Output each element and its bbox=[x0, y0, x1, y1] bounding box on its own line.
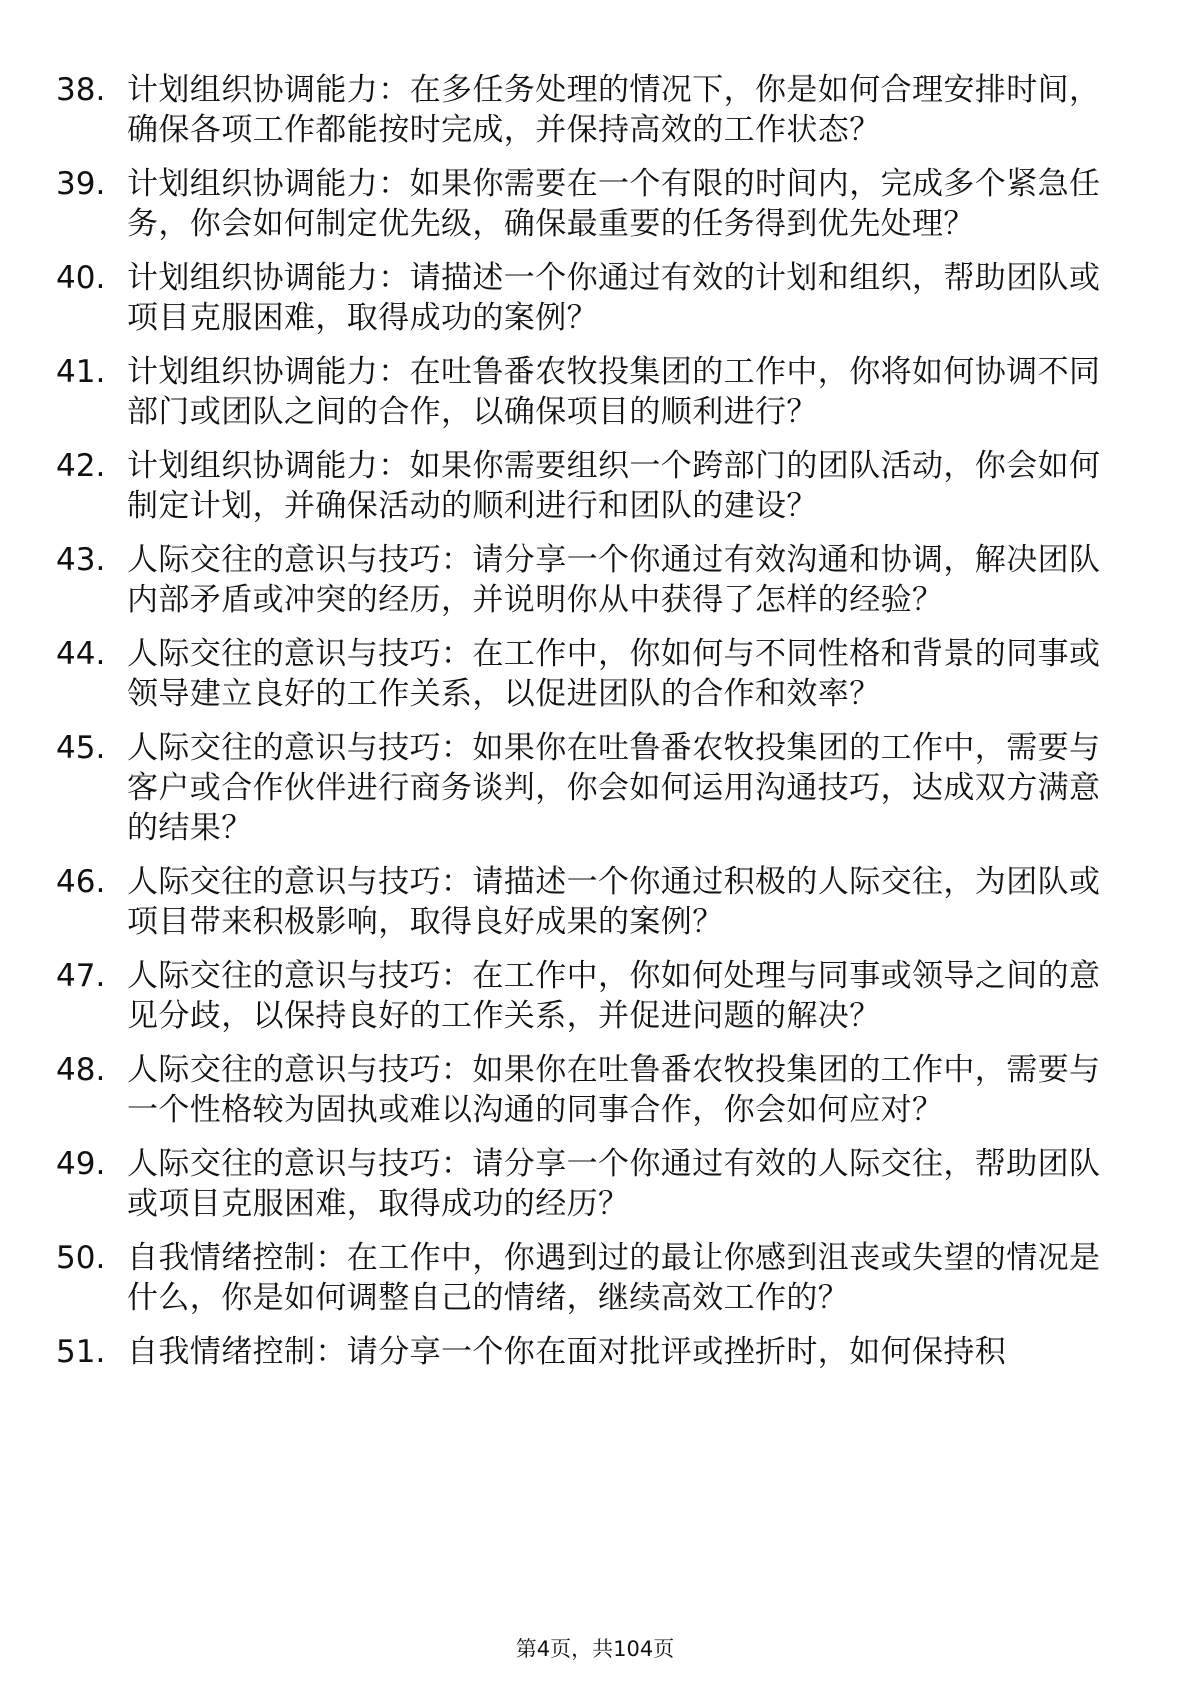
question-item bbox=[56, 352, 1116, 432]
question-text: 计划组织协调能力：如果你需要在一个有限的时间内，完成多个紧急任务，你会如何制定优先级，确保最重要的任务得到优先处理？ bbox=[127, 166, 1101, 242]
question-item bbox=[56, 446, 1116, 526]
question-text: 计划组织协调能力：请描述一个你通过有效的计划和组织，帮助团队或项目克服困难，取得成功的案例？ bbox=[127, 260, 1101, 336]
question-text: 自我情绪控制：请分享一个你在面对批评或挫折时，如何保持积 bbox=[127, 1334, 1007, 1370]
question-text: 计划组织协调能力：如果你需要组织一个跨部门的团队活动，你会如何制定计划，并确保活动的顺利进行和团队的建设？ bbox=[127, 448, 1101, 524]
question-text: 人际交往的意识与技巧：请分享一个你通过有效沟通和协调，解决团队内部矛盾或冲突的经历，并说明你从中获得了怎样的经验？ bbox=[127, 542, 1101, 618]
question-text: 人际交往的意识与技巧：在工作中，你如何与不同性格和背景的同事或领导建立良好的工作关系，以促进团队的合作和效率？ bbox=[127, 636, 1101, 712]
question-number: 45. bbox=[56, 730, 106, 766]
question-number: 47. bbox=[56, 958, 106, 994]
question-item bbox=[56, 634, 1116, 714]
question-text: 人际交往的意识与技巧：如果你在吐鲁番农牧投集团的工作中，需要与客户或合作伙伴进行商务谈判，你会如何运用沟通技巧，达成双方满意的结果？ bbox=[127, 730, 1101, 846]
question-number: 49. bbox=[56, 1146, 106, 1182]
question-number: 42. bbox=[56, 448, 106, 484]
question-item bbox=[56, 1144, 1116, 1224]
question-item bbox=[56, 70, 1116, 150]
question-number: 39. bbox=[56, 166, 106, 202]
question-number: 38. bbox=[56, 72, 106, 108]
question-item bbox=[56, 728, 1116, 848]
question-number: 51. bbox=[56, 1334, 106, 1370]
question-number: 46. bbox=[56, 864, 106, 900]
question-text: 人际交往的意识与技巧：请描述一个你通过积极的人际交往，为团队或项目带来积极影响，取得良好成果的案例？ bbox=[127, 864, 1101, 940]
question-item bbox=[56, 862, 1116, 942]
question-number: 48. bbox=[56, 1052, 106, 1088]
question-number: 50. bbox=[56, 1240, 106, 1276]
question-item bbox=[56, 258, 1116, 338]
question-item bbox=[56, 1238, 1116, 1318]
question-text: 人际交往的意识与技巧：在工作中，你如何处理与同事或领导之间的意见分歧，以保持良好的工作关系，并促进问题的解决？ bbox=[127, 958, 1101, 1034]
page-info: 第4页，共104页 bbox=[515, 1637, 675, 1661]
question-number: 41. bbox=[56, 354, 106, 390]
question-text: 人际交往的意识与技巧：请分享一个你通过有效的人际交往，帮助团队或项目克服困难，取得成功的经历？ bbox=[127, 1146, 1101, 1222]
question-item bbox=[56, 1050, 1116, 1130]
question-item bbox=[56, 1332, 1116, 1372]
question-text: 计划组织协调能力：在多任务处理的情况下，你是如何合理安排时间，确保各项工作都能按时完成，并保持高效的工作状态？ bbox=[127, 72, 1101, 148]
question-item bbox=[56, 164, 1116, 244]
question-number: 40. bbox=[56, 260, 106, 296]
page-footer bbox=[0, 1636, 1190, 1662]
question-number: 43. bbox=[56, 542, 106, 578]
question-item bbox=[56, 956, 1116, 1036]
question-text: 自我情绪控制：在工作中，你遇到过的最让你感到沮丧或失望的情况是什么，你是如何调整自己的情绪，继续高效工作的？ bbox=[127, 1240, 1101, 1316]
question-list bbox=[56, 70, 1116, 1386]
question-item bbox=[56, 540, 1116, 620]
question-text: 计划组织协调能力：在吐鲁番农牧投集团的工作中，你将如何协调不同部门或团队之间的合作，以确保项目的顺利进行？ bbox=[127, 354, 1101, 430]
question-number: 44. bbox=[56, 636, 106, 672]
question-text: 人际交往的意识与技巧：如果你在吐鲁番农牧投集团的工作中，需要与一个性格较为固执或难以沟通的同事合作，你会如何应对？ bbox=[127, 1052, 1101, 1128]
